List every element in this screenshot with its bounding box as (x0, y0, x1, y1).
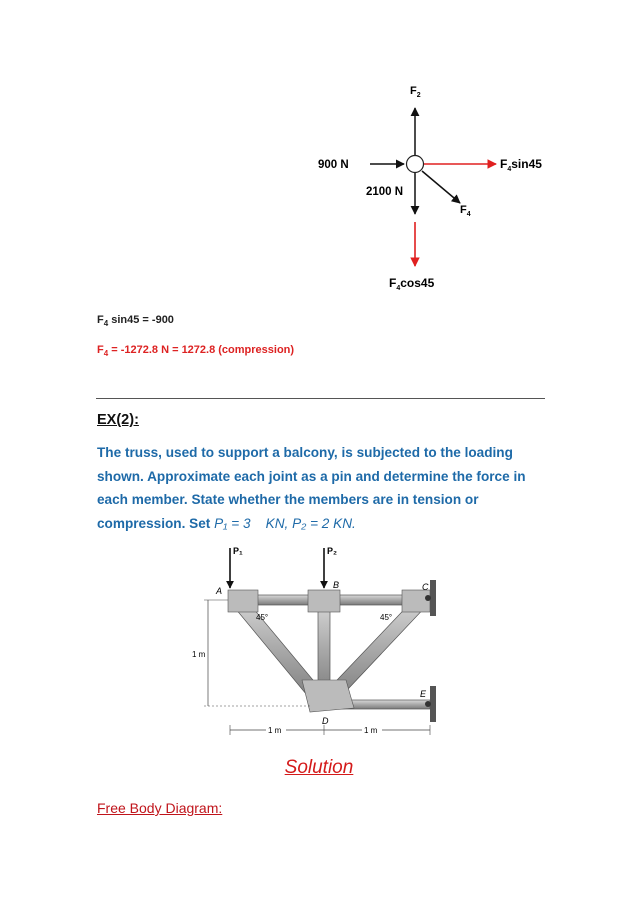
force-900-label: 900 N (318, 159, 349, 171)
force-diagram (300, 80, 560, 300)
gusset-b (308, 590, 340, 612)
example-heading: EX(2): (97, 412, 139, 428)
f4-diagonal-arrow (422, 171, 460, 203)
f4-sin45-label: $F_4\sin 45$ (500, 157, 542, 173)
equation-f4-sin45: $F_4$ sin45 = -900 (97, 314, 174, 329)
load-p2-label: P₂ (327, 546, 338, 556)
load-p1-label: P₁ (233, 546, 243, 556)
problem-statement: The truss, used to support a balcony, is subjected to the loading shown. Approximate each joint as a pin and determine the force in each member. State whether the members are in tension or compression. Set P₁ = 3 KN, P₂ = 2 KN. (97, 445, 526, 531)
joint-label-c: C (422, 582, 429, 592)
angle-label-left: 45° (256, 613, 269, 622)
f4-diagonal-label: $F_4$ (460, 204, 471, 218)
truss-figure (190, 540, 450, 740)
gusset-d (302, 680, 354, 712)
joint-label-e: E (420, 689, 427, 699)
joint-label-a: A (216, 586, 223, 596)
section-divider (96, 398, 545, 399)
height-dimension-label: 1 m (192, 650, 206, 659)
solution-heading: Solution (284, 757, 354, 778)
f2-label: $F_2$ (410, 85, 421, 99)
pin-c (425, 595, 431, 601)
joint-label-b: B (333, 580, 340, 590)
f4-cos45-label: $F_4\cos 45$ (389, 276, 435, 292)
joint-circle (407, 156, 424, 173)
free-body-diagram-heading: Free Body Diagram: (97, 800, 223, 816)
pin-e (425, 701, 431, 707)
gusset-c (402, 590, 430, 612)
joint-label-d: D (322, 716, 329, 726)
span-label-left: 1 m (268, 726, 282, 735)
span-label-right: 1 m (364, 726, 378, 735)
angle-label-right: 45° (380, 613, 393, 622)
force-2100-label: 2100 N (366, 186, 404, 198)
gusset-a (228, 590, 258, 612)
equation-f4-result: $F_4 = -1272.8$ N = 1272.8 (compression) (97, 344, 295, 359)
